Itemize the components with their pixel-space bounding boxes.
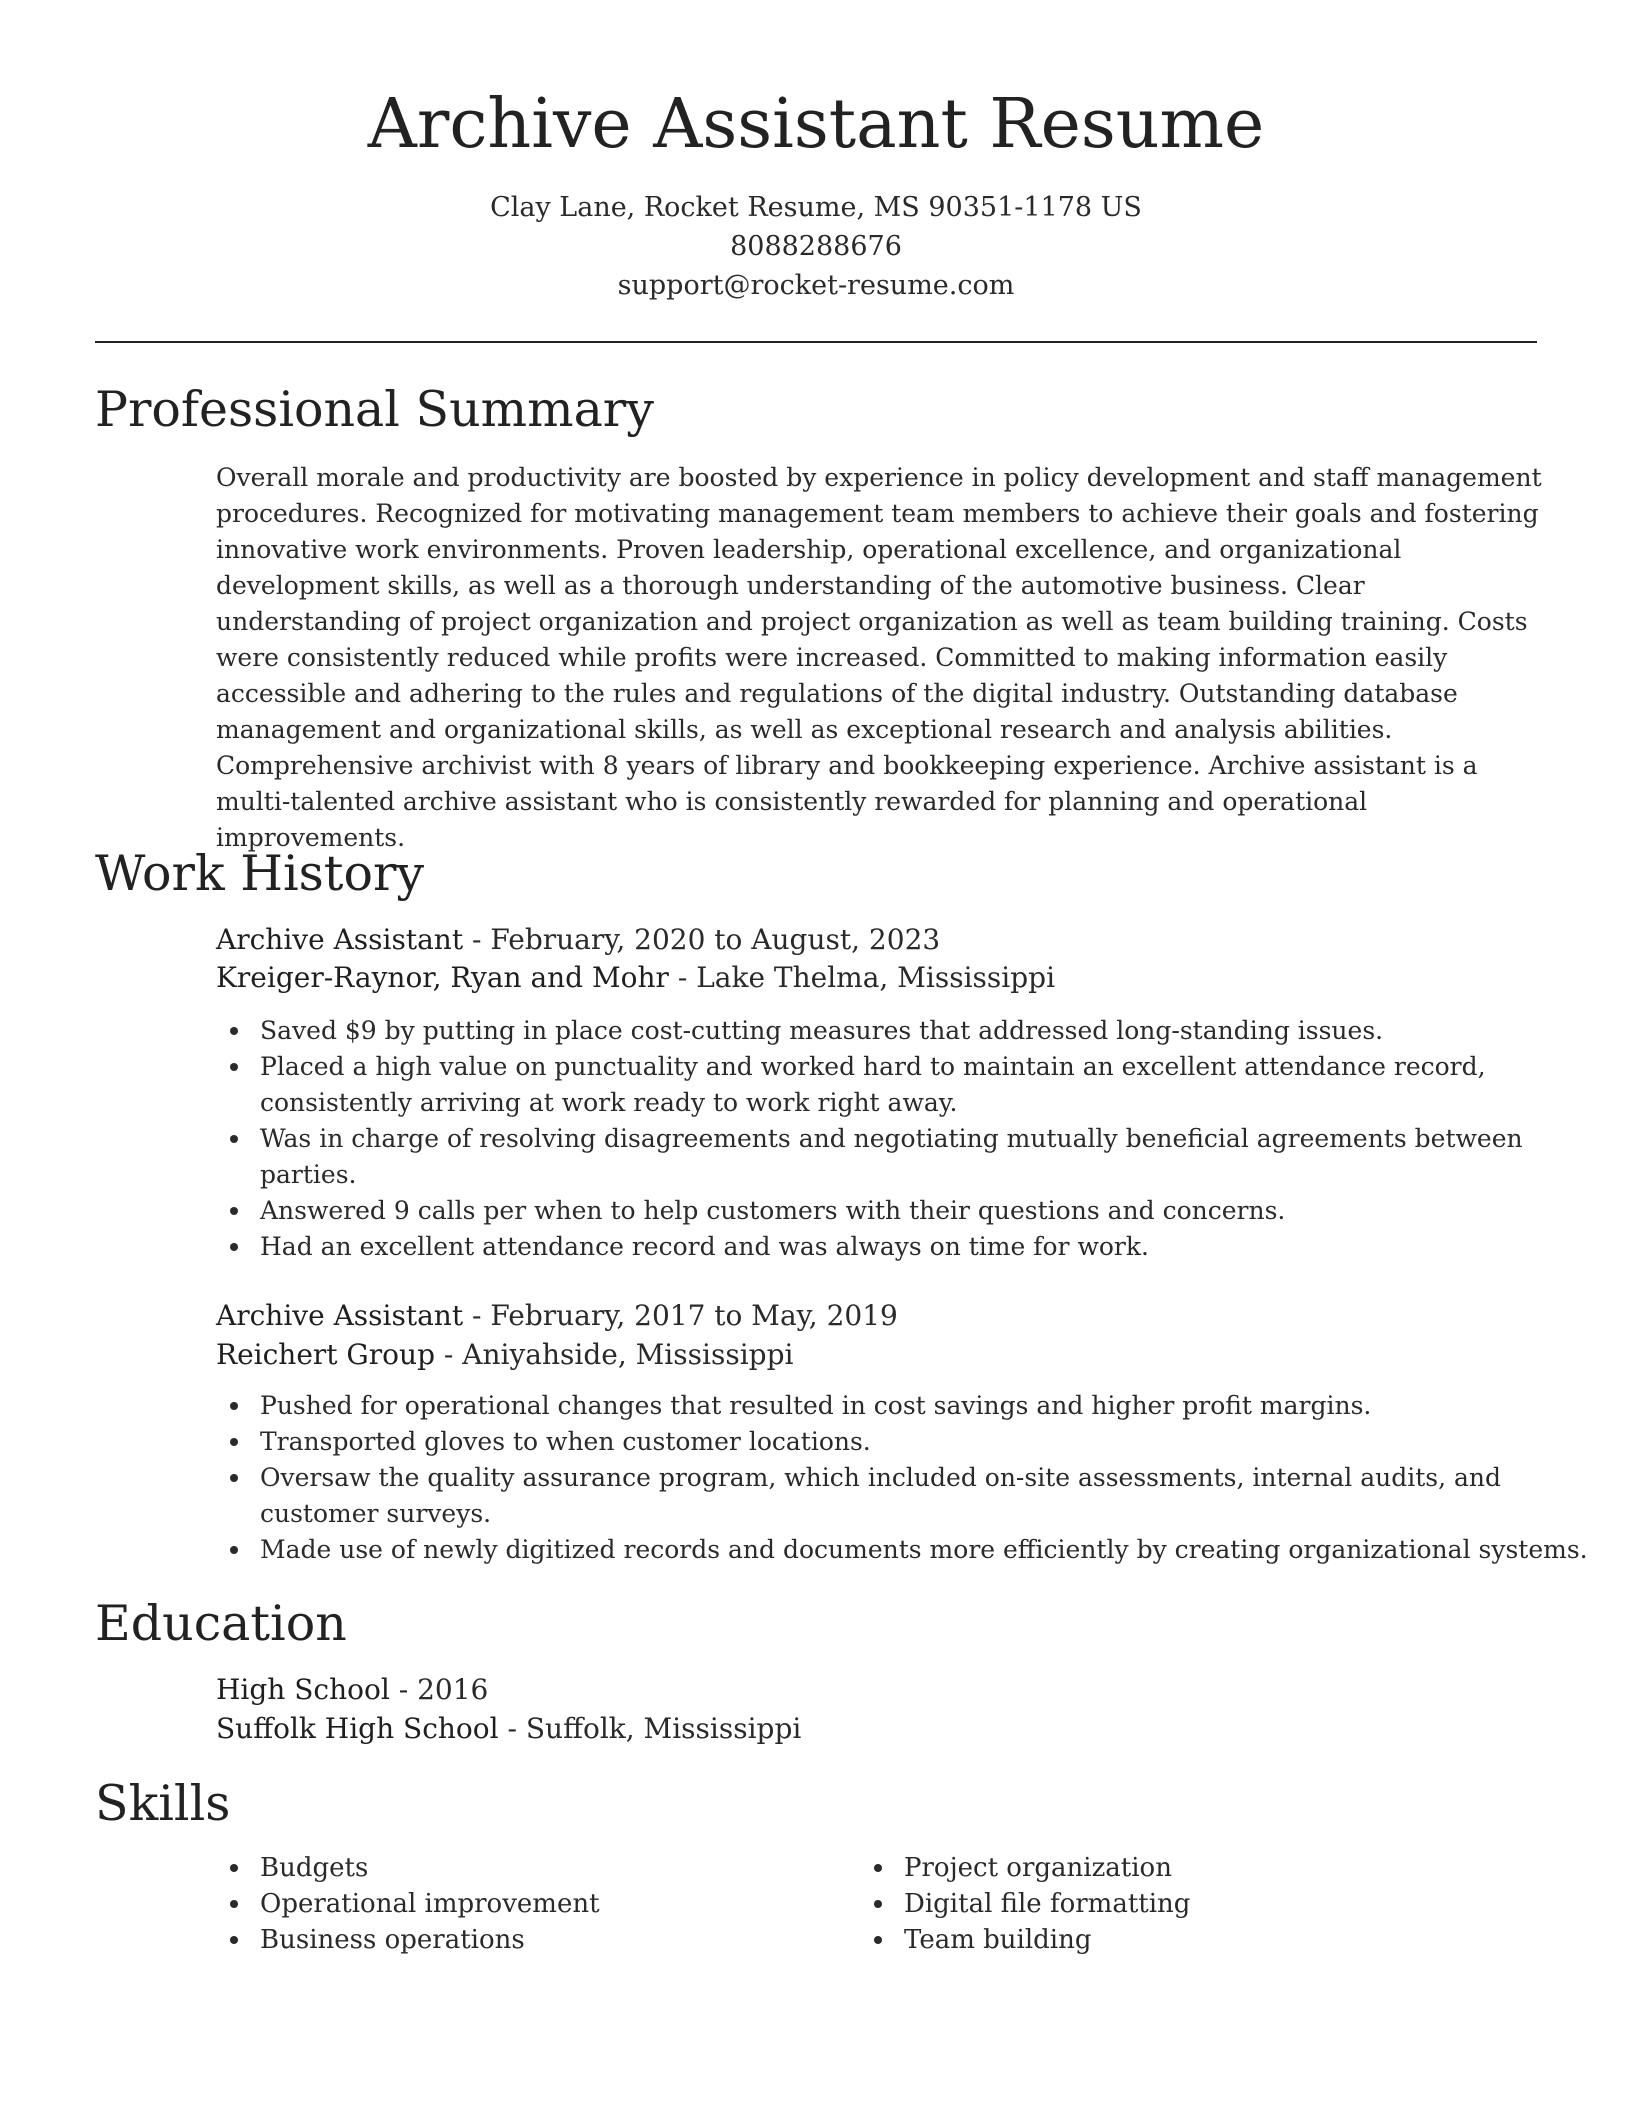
contact-block [0, 188, 1632, 305]
work-history-heading: Work History [95, 845, 425, 902]
list-item: Saved $9 by putting in place cost-cutting measures that addressed long-standing issues. [260, 1013, 1590, 1049]
education-location: - Suffolk, Mississippi [507, 1712, 802, 1745]
skills-list-left [216, 1850, 860, 1958]
education-degree-line [216, 1670, 488, 1710]
header-divider [95, 341, 1537, 343]
list-item: Team building [904, 1922, 1504, 1958]
skills-list-right [860, 1850, 1504, 1958]
job-2-bullets [216, 1388, 1590, 1568]
list-item: Was in charge of resolving disagreements and negotiating mutually beneficial agreements between parties. [260, 1121, 1590, 1193]
list-item: Project organization [904, 1850, 1504, 1886]
job-1-bullets [216, 1013, 1590, 1265]
contact-email: support@rocket-resume.com [617, 270, 1015, 301]
job-1-dates: - February, 2020 to August, 2023 [471, 923, 941, 956]
list-item: Transported gloves to when customer locations. [260, 1424, 1590, 1460]
job-2-title: Archive Assistant [216, 1299, 464, 1332]
list-item: Oversaw the quality assurance program, which included on-site assessments, internal audits, and customer surveys. [260, 1460, 1590, 1532]
summary-text: Overall morale and productivity are boosted by experience in policy development and staff management procedures. Recognized for motivating management team members to achieve their goals and fostering innovative work environments. Proven leadership, operational excellence, and organizational development skills, as well as a thorough understanding of the automotive business. Clear understanding of project organization and project organization as well as team building training. Costs were consistently reduced while profits were increased. Committed to making information easily accessible and adhering to the rules and regulations of the digital industry. Outstanding database management and organizational skills, as well as exceptional research and analysis abilities. Comprehensive archivist with 8 years of library and bookkeeping experience. Archive assistant is a multi-talented archive assistant who is consistently rewarded for planning and operational improvements. [216, 463, 1542, 852]
job-1-location: - Lake Thelma, Mississippi [677, 961, 1056, 994]
job-2-company: Reichert Group [216, 1338, 435, 1371]
education-school-line [216, 1709, 801, 1749]
education-heading: Education [95, 1595, 347, 1652]
contact-address: Clay Lane, Rocket Resume, MS 90351-1178 US [490, 192, 1142, 223]
summary-heading: Professional Summary [95, 381, 654, 438]
contact-phone: 8088288676 [730, 231, 902, 262]
job-2-dates: - February, 2017 to May, 2019 [471, 1299, 898, 1332]
job-2-location: - Aniyahside, Mississippi [443, 1338, 794, 1371]
job-1-title-line [216, 920, 940, 960]
list-item: Pushed for operational changes that resulted in cost savings and higher profit margins. [260, 1388, 1590, 1424]
job-2-title-line [216, 1296, 898, 1336]
list-item: Answered 9 calls per when to help customers with their questions and concerns. [260, 1193, 1590, 1229]
list-item: Placed a high value on punctuality and worked hard to maintain an excellent attendance record, consistently arriving at work ready to work right away. [260, 1049, 1590, 1121]
list-item: Had an excellent attendance record and was always on time for work. [260, 1229, 1590, 1265]
education-year: - 2016 [398, 1673, 489, 1706]
list-item: Made use of newly digitized records and documents more efficiently by creating organizational systems. [260, 1532, 1590, 1568]
list-item: Operational improvement [260, 1886, 860, 1922]
skills-heading: Skills [95, 1775, 231, 1832]
list-item: Digital file formatting [904, 1886, 1504, 1922]
job-1-title: Archive Assistant [216, 923, 464, 956]
job-1-company: Kreiger-Raynor, Ryan and Mohr [216, 961, 669, 994]
list-item: Budgets [260, 1850, 860, 1886]
list-item: Business operations [260, 1922, 860, 1958]
education-degree: High School [216, 1673, 390, 1706]
education-school: Suffolk High School [216, 1712, 499, 1745]
job-2-company-line [216, 1335, 793, 1375]
job-1-company-line [216, 958, 1055, 998]
resume-title: Archive Assistant Resume [367, 85, 1265, 164]
